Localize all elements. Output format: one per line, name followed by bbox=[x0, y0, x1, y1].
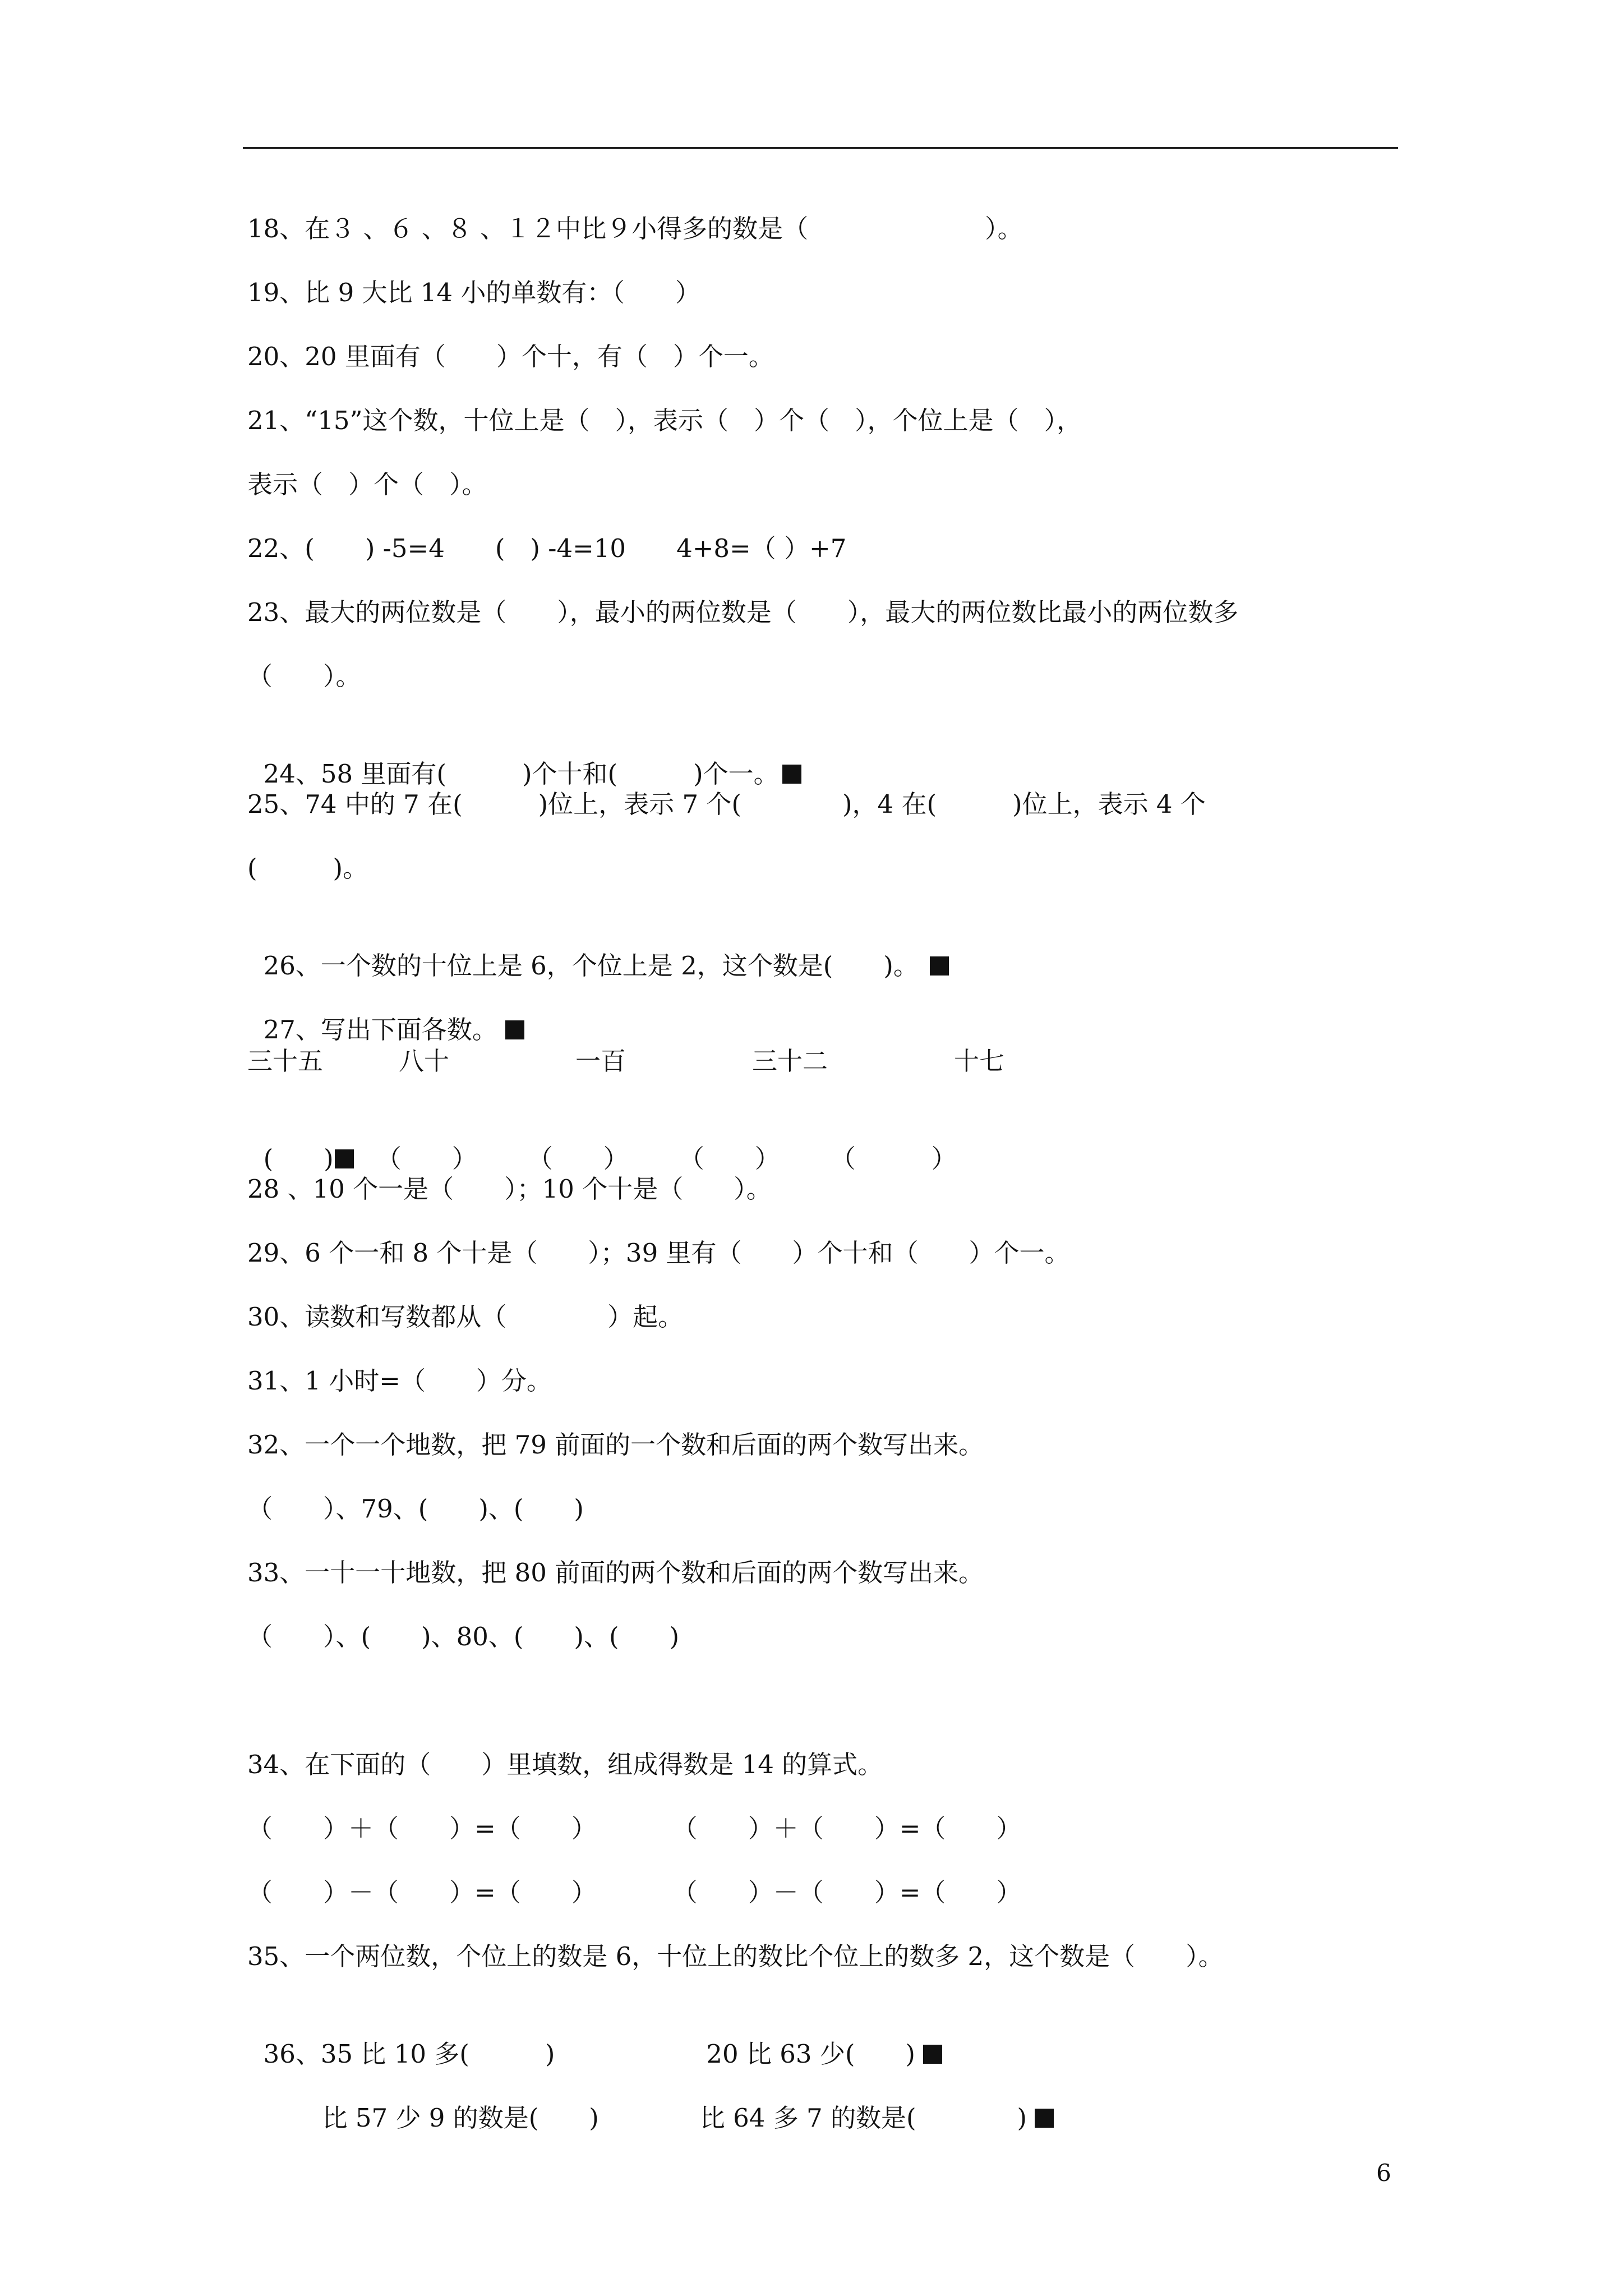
question-21: 21、“15”这个数，十位上是（ ），表示（ ）个（ ），个位上是（ ）， bbox=[247, 406, 1082, 435]
square-marker bbox=[505, 1020, 524, 1039]
question-20: 20、20 里面有（ ）个十，有（ ）个一。 bbox=[247, 342, 774, 371]
square-marker bbox=[1035, 2109, 1054, 2128]
question-28: 28 、10 个一是（ ）；10 个十是（ ）。 bbox=[247, 1174, 772, 1204]
question-33: 33、一十一十地数，把 80 前面的两个数和后面的两个数写出来。 bbox=[247, 1558, 984, 1588]
question-23-cont: （ ）。 bbox=[247, 661, 361, 691]
question-26-text: 26、一个数的十位上是 6，个位上是 2，这个数是( )。 bbox=[263, 951, 919, 981]
question-32: 32、一个一个地数，把 79 前面的一个数和后面的两个数写出来。 bbox=[247, 1430, 984, 1460]
square-marker bbox=[782, 765, 801, 784]
question-36-cont-text: 比 57 少 9 的数是( ) 比 64 多 7 的数是( ) bbox=[322, 2103, 1027, 2133]
question-36 bbox=[247, 2004, 942, 2069]
question-22: 22、( ) -5=4 ( ) -4=10 4+8=（ ）+7 bbox=[247, 533, 847, 563]
question-27 bbox=[247, 979, 524, 1045]
question-24 bbox=[247, 724, 801, 789]
question-18: 18、在３ 、６ 、８ 、１２中比９小得多的数是（ ）。 bbox=[247, 214, 1023, 243]
question-29: 29、6 个一和 8 个十是（ ）；39 里有（ ）个十和（ ）个一。 bbox=[247, 1238, 1070, 1268]
question-36-text: 36、35 比 10 多( ) 20 比 63 少( ) bbox=[263, 2039, 915, 2069]
header-rule bbox=[243, 147, 1398, 149]
square-marker bbox=[930, 956, 949, 976]
question-34-subtraction: （ ）－（ ）=（ ） （ ）－（ ）=（ ） bbox=[247, 1878, 1022, 1907]
question-31: 31、1 小时=（ ）分。 bbox=[247, 1366, 552, 1396]
question-27-blanks bbox=[247, 1108, 957, 1174]
question-27-first-blank: ( ) bbox=[263, 1144, 334, 1174]
question-30: 30、读数和写数都从（ ）起。 bbox=[247, 1302, 684, 1332]
page-number: 6 bbox=[1376, 2159, 1391, 2187]
question-25: 25、74 中的 7 在( )位上，表示 7 个( )，4 在( )位上，表示 4 个 bbox=[247, 789, 1206, 819]
question-35: 35、一个两位数，个位上的数是 6，十位上的数比个位上的数多 2，这个数是（ ）。 bbox=[247, 1941, 1224, 1971]
square-marker bbox=[923, 2045, 942, 2064]
square-marker bbox=[335, 1149, 354, 1168]
question-26 bbox=[247, 915, 949, 981]
question-34-addition: （ ）＋（ ）=（ ） （ ）＋（ ）=（ ） bbox=[247, 1814, 1022, 1843]
question-34: 34、在下面的（ ）里填数，组成得数是 14 的算式。 bbox=[247, 1750, 883, 1779]
question-21-cont: 表示（ ）个（ ）。 bbox=[247, 470, 487, 499]
question-25-cont: ( )。 bbox=[247, 853, 368, 883]
question-27-other-blanks: （ ） （ ） （ ） （ ） bbox=[376, 1144, 957, 1174]
question-23: 23、最大的两位数是（ ），最小的两位数是（ ），最大的两位数比最小的两位数多 bbox=[247, 597, 1239, 627]
question-19: 19、比 9 大比 14 小的单数有：（ ） bbox=[247, 278, 700, 307]
question-24-text: 24、58 里面有( )个十和( )个一。 bbox=[263, 759, 779, 789]
question-36-cont bbox=[306, 2068, 1054, 2133]
question-27-text: 27、写出下面各数。 bbox=[263, 1015, 497, 1045]
question-33-answer: （ ）、( )、80、( )、( ) bbox=[247, 1622, 680, 1651]
question-32-answer: （ ）、79、( )、( ) bbox=[247, 1494, 584, 1524]
question-27-words: 三十五 八十 一百 三十二 十七 bbox=[247, 1046, 1005, 1076]
